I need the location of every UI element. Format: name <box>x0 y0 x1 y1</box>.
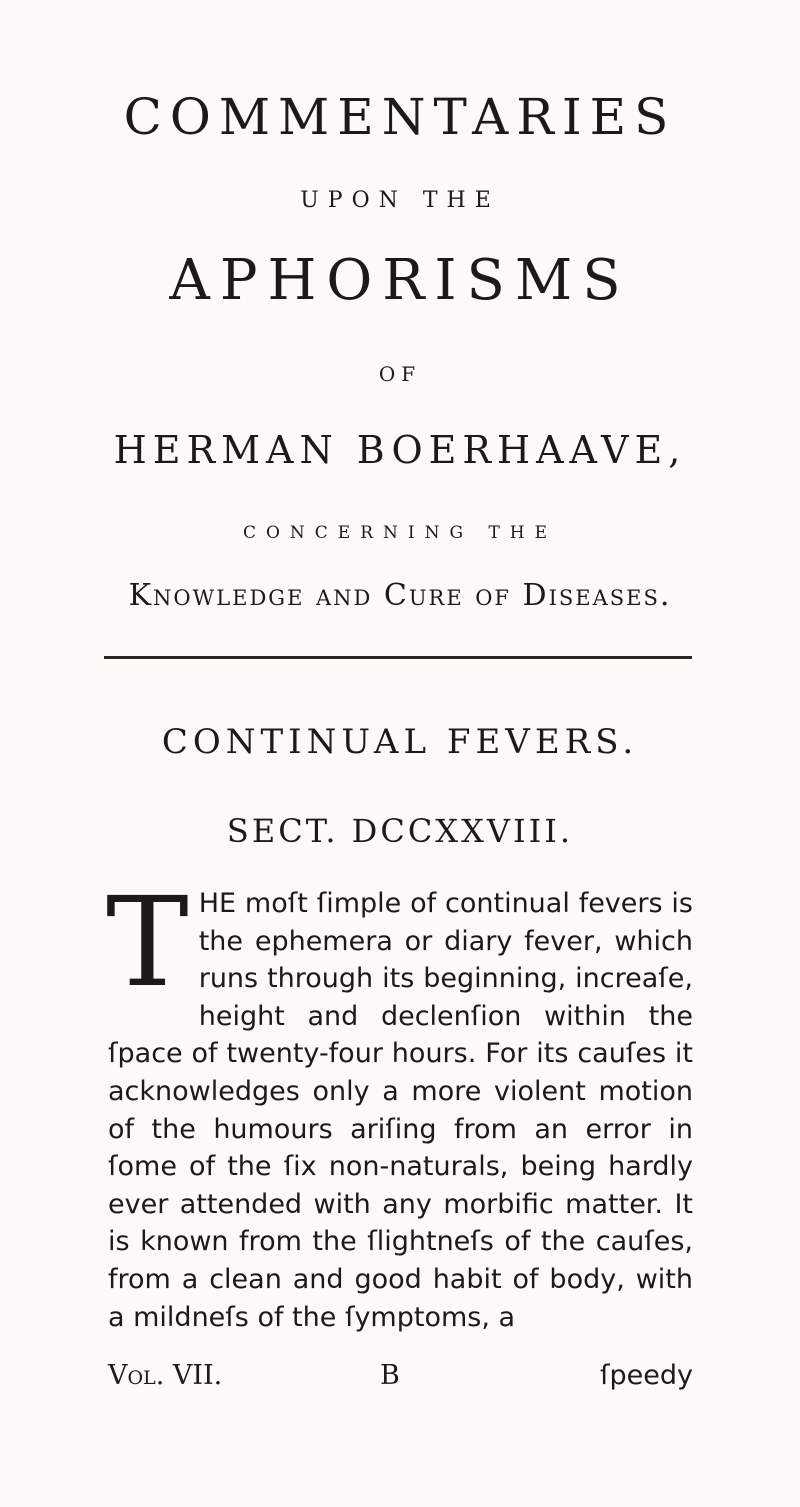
catchword: ſpeedy <box>600 1360 693 1391</box>
title-subject <box>20 578 780 613</box>
title-aphorisms: APHORISMS <box>169 248 631 313</box>
page-title: COMMENTARIES <box>123 88 677 146</box>
author-name: HERMAN BOERHAAVE, <box>113 428 687 472</box>
body-paragraph <box>106 871 693 1336</box>
horizontal-rule <box>104 656 692 659</box>
title-upon-the: UPON THE <box>300 188 500 213</box>
drop-cap: T <box>106 871 189 1015</box>
signature-mark: B <box>380 1360 400 1391</box>
page-footer <box>108 1360 693 1400</box>
section-title: CONTINUAL FEVERS. <box>161 722 639 762</box>
body-text: HE moſt ſimple of continual fevers is the ephemera or diary fever, which runs through its beginning, increaſe, height and declenſion within the ſpace of twenty-four hours. For its cauſes it acknowledges only a more violent motion of the humours ariſing from an error in ſome of the ſix non-naturals, being hardly ever attended with any morbific matter. It is known from the ſlightneſs of the cauſes, from a clean and good habit of body, with a mildneſs of the ſymptoms, a <box>108 888 693 1333</box>
title-of: OF <box>378 362 422 386</box>
section-number: SECT. DCCXXVIII. <box>226 812 574 850</box>
subject-text: Knowledge and Cure of Diseases. <box>128 578 672 613</box>
volume-label: Vol. VII. <box>108 1360 223 1391</box>
title-concerning: CONCERNING THE <box>242 523 558 543</box>
